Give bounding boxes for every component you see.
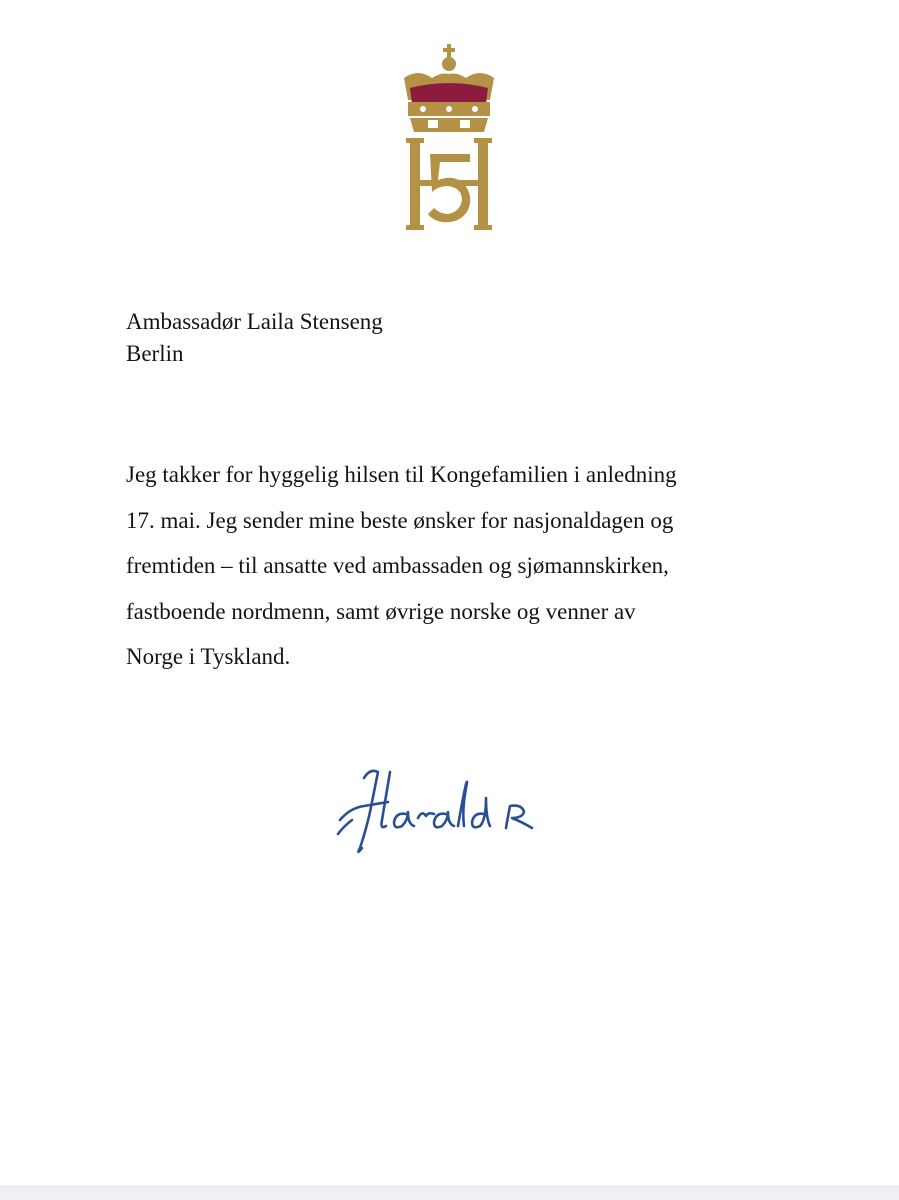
body-line: 17. mai. Jeg sender mine beste ønsker for nasjonaldagen og <box>126 507 674 533</box>
royal-monogram-icon <box>398 42 500 232</box>
recipient-name: Ambassadør Laila Stenseng <box>126 309 383 334</box>
recipient-city: Berlin <box>126 341 184 366</box>
body-line: Norge i Tyskland. <box>126 644 291 670</box>
recipient-block <box>126 306 383 370</box>
body-line: Jeg takker for hyggelig hilsen til Kongefamilien i anledning <box>126 462 677 487</box>
letter-body <box>126 452 806 680</box>
body-line: fremtiden – til ansatte ved ambassaden og sjømannskirken, <box>126 553 669 579</box>
bottom-bar <box>0 1186 899 1200</box>
handwritten-signature <box>330 762 550 862</box>
body-line: fastboende nordmenn, samt øvrige norske og venner av <box>126 598 636 624</box>
